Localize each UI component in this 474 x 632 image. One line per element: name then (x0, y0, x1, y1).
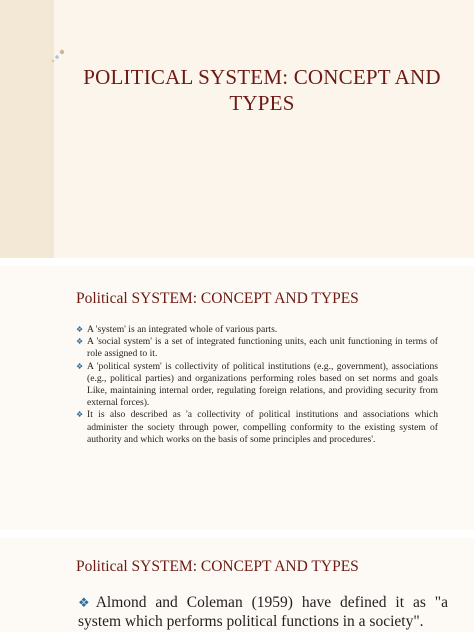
bullet-text: A 'system' is an integrated whole of various parts. (87, 324, 278, 335)
list-item (76, 409, 438, 446)
bullet-text: A 'political system' is collectivity of political institutions (e.g., government), associations (e.g., political parties) and organizations performing roles based on set norms and goals Like, maintaining internal order, regulating foreign relations, and providing security from external forces). (87, 360, 438, 409)
diamond-bullet-icon: ❖ (76, 410, 84, 420)
slide-title: POLITICAL SYSTEM: CONCEPT AND TYPES (83, 65, 441, 115)
list-item (76, 361, 438, 410)
title-slide (0, 0, 474, 258)
content-slide (0, 538, 474, 632)
list-item (76, 324, 438, 336)
slide-body (78, 594, 448, 631)
diamond-bullet-icon: ❖ (76, 325, 84, 334)
body-text: Almond and Coleman (1959) have defined it as "a system which performs political functions in a society". (78, 594, 449, 630)
diamond-bullet-icon: ❖ (76, 337, 84, 347)
slide-divider (0, 258, 474, 266)
slide-heading: Political SYSTEM: CONCEPT AND TYPES (76, 290, 359, 307)
slide-heading: Political SYSTEM: CONCEPT AND TYPES (76, 558, 359, 575)
diamond-bullet-icon: ❖ (78, 595, 95, 610)
slide-divider (0, 530, 474, 538)
bullet-list (76, 324, 438, 446)
dots-decoration-icon (46, 46, 68, 68)
diamond-bullet-icon: ❖ (76, 361, 84, 371)
list-item (76, 336, 438, 360)
bullet-text: It is also described as 'a collectivity of political institutions and associations which administer the society through power, compelling conformity to the existing system of authority and which works on the basis of some principles and procedures'. (87, 409, 438, 445)
bullet-text: A 'social system' is a set of integrated functioning units, each unit functioning in terms of role assigned to it. (87, 336, 438, 360)
content-slide (0, 266, 474, 530)
slide-side-band (0, 0, 54, 258)
